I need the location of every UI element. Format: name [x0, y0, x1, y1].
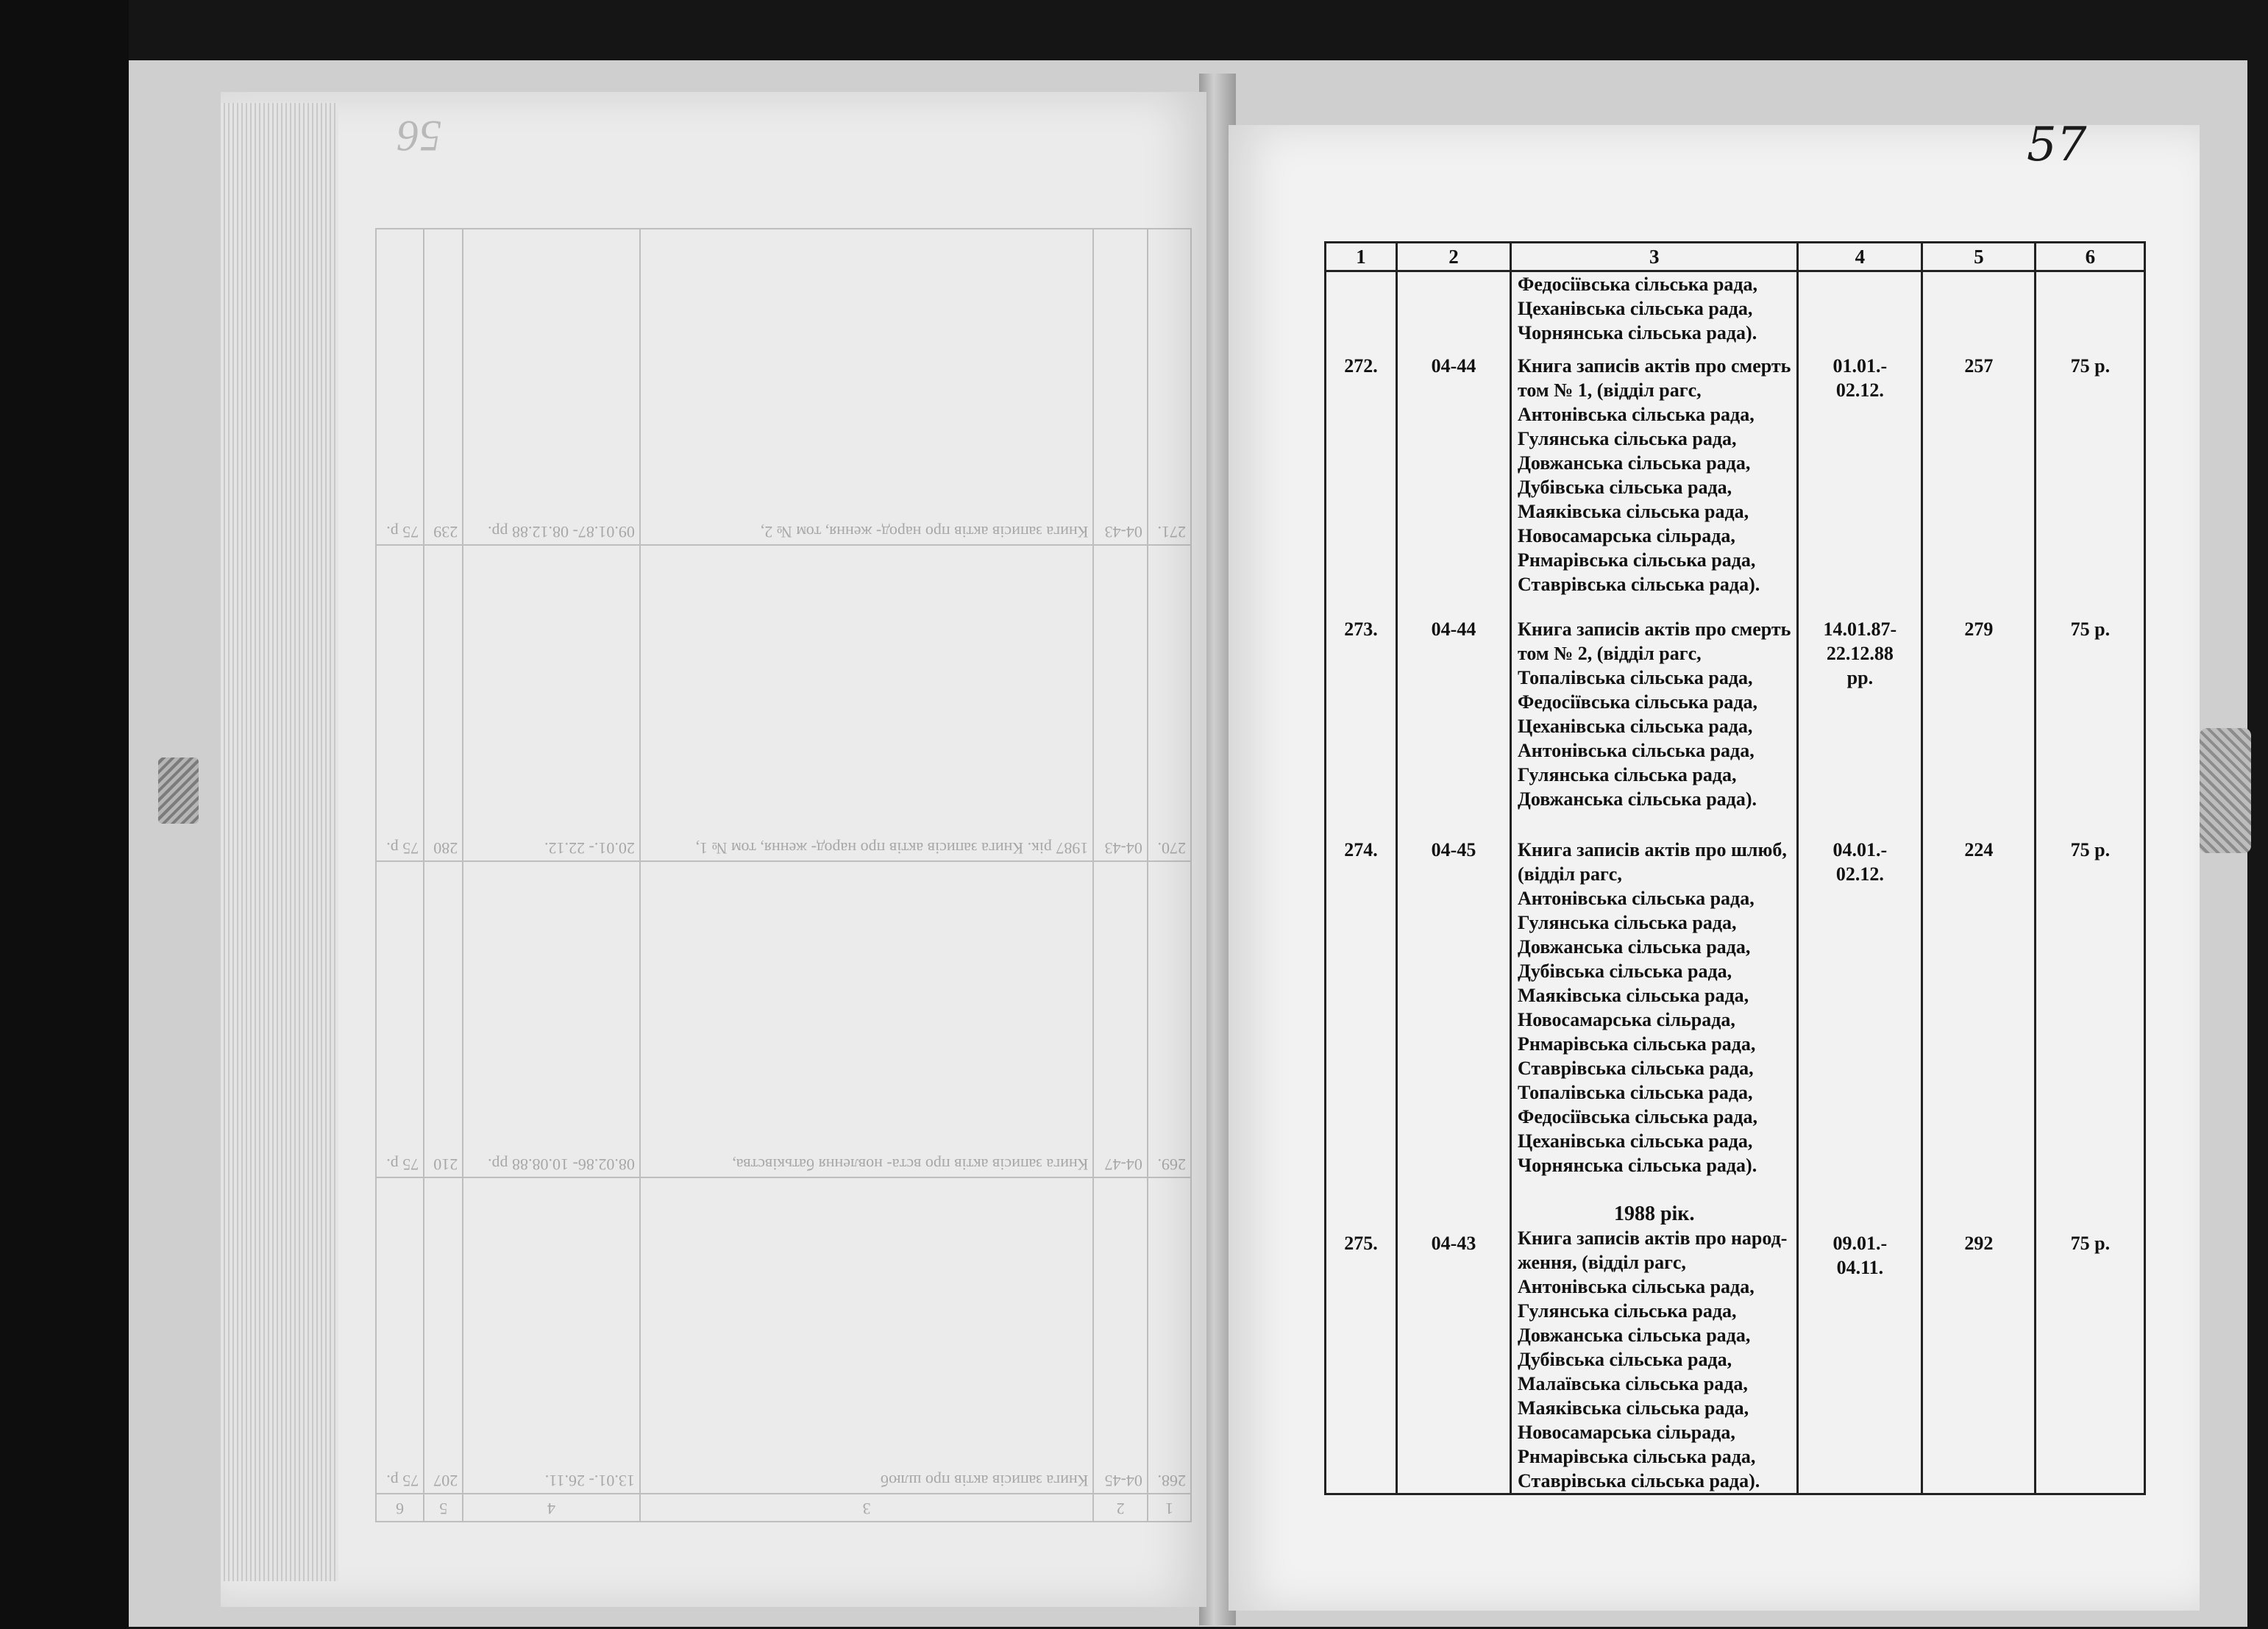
column-header-6: 6 [2036, 243, 2145, 271]
date-lines [1805, 346, 1915, 402]
description-line: том № 1, (відділ рагс, [1518, 379, 1702, 401]
description-line: Книга записів актів про шлюб, [1518, 838, 1787, 860]
row-number [1326, 346, 1397, 610]
date-lines [1805, 830, 1915, 886]
description-line: Чорнянська сільська рада). [1518, 322, 1757, 343]
bleed-sheets: 207 [424, 1177, 463, 1494]
description-line: Цеханівська сільська рада, [1518, 298, 1753, 319]
date-lines [1805, 1202, 1915, 1280]
description-line: Рнмарівська сільська рада, [1518, 1445, 1756, 1467]
bleed-num: 271. [1148, 229, 1191, 545]
description-line: Ставрівська сільська рада). [1518, 573, 1760, 595]
binding-thread [158, 758, 199, 824]
bleed-num: 270. [1148, 545, 1191, 861]
bleed-header: 4 [463, 1494, 640, 1522]
storage-term [2036, 610, 2145, 830]
table-row [1326, 1202, 2145, 1494]
storage-term [2036, 346, 2145, 610]
description-line: Цеханівська сільська рада, [1518, 1130, 1753, 1152]
bleed-header: 5 [424, 1494, 463, 1522]
year-heading: 1988 рік. [1613, 1202, 1695, 1225]
description-line: Антонівська сільська рада, [1518, 403, 1755, 425]
sheet-count-text: 292 [1964, 1232, 1994, 1254]
description-lines [1518, 610, 1791, 811]
left-page-bleed-through [375, 213, 1192, 1522]
storage-term-text: 75 р. [2070, 1232, 2111, 1254]
description-line: Рнмарівська сільська рада, [1518, 549, 1756, 571]
description-line: Новосамарська сільрада, [1518, 1008, 1735, 1030]
sheet-count [1922, 830, 2036, 1202]
fund-code-text: 04-44 [1431, 618, 1476, 640]
description-line: Книга записів актів про смерть [1518, 618, 1791, 640]
storage-term-text: 75 р. [2070, 838, 2111, 860]
description-line: Рнмарівська сільська рада, [1518, 1033, 1756, 1055]
fund-code-text: 04-45 [1431, 838, 1476, 860]
bleed-code: 04-47 [1093, 861, 1148, 1177]
bleed-sheets: 239 [424, 229, 463, 545]
date-lines [1805, 610, 1915, 690]
description [1511, 1202, 1798, 1494]
table-row [1326, 830, 2145, 1202]
description-lines [1518, 272, 1791, 345]
bleed-dates: 09.01.87- 08.12.88 рр. [463, 229, 640, 545]
description-line: Ставрівська сільська рада, [1518, 1057, 1754, 1079]
table-row [1326, 346, 2145, 610]
bleed-header: 6 [376, 1494, 424, 1522]
bleed-sheets: 280 [424, 545, 463, 861]
bleed-row [376, 1177, 1191, 1494]
fund-code-text: 04-44 [1431, 354, 1476, 377]
column-header-5: 5 [1922, 243, 2036, 271]
bleed-num: 268. [1148, 1177, 1191, 1494]
bleed-term: 75 р. [376, 229, 424, 545]
date-line: 02.12. [1835, 379, 1884, 401]
column-header-1: 1 [1326, 243, 1397, 271]
description-lines [1518, 830, 1791, 1177]
row-number-text: 272. [1344, 354, 1378, 377]
page-edges [221, 103, 338, 1581]
fund-code [1397, 271, 1511, 346]
description-line: Маяківська сільська рада, [1518, 500, 1749, 522]
description-line: (відділ рагс, [1518, 863, 1622, 885]
description-line: Довжанська сільська рада). [1518, 788, 1757, 810]
description-line: Маяківська сільська рада, [1518, 1397, 1749, 1419]
register-table [1324, 241, 2146, 1495]
table-row [1326, 610, 2145, 830]
bleed-term: 75 р. [376, 1177, 424, 1494]
description [1511, 271, 1798, 346]
date-line: 22.12.88 [1826, 642, 1894, 664]
description-line: Чорнянська сільська рада). [1518, 1154, 1757, 1176]
row-number [1326, 610, 1397, 830]
date-range [1798, 271, 1922, 346]
left-page-number: 56 [397, 112, 441, 160]
description-line: Дубівська сільська рада, [1518, 476, 1732, 498]
background-left [0, 0, 129, 1629]
description-line: Довжанська сільська рада, [1518, 935, 1751, 958]
row-number [1326, 271, 1397, 346]
description-line: Антонівська сільська рада, [1518, 1275, 1755, 1297]
bleed-dates: 20.01.- 22.12. [463, 545, 640, 861]
storage-term [2036, 830, 2145, 1202]
description-line: Антонівська сільська рада, [1518, 739, 1755, 761]
date-line: 02.12. [1835, 863, 1884, 885]
description-line: Маяківська сільська рада, [1518, 984, 1749, 1006]
row-number-text: 273. [1344, 618, 1378, 640]
date-range [1798, 610, 1922, 830]
date-line: 14.01.87- [1823, 618, 1897, 640]
description-line: том № 2, (відділ рагс, [1518, 642, 1702, 664]
bleed-term: 75 р. [376, 861, 424, 1177]
bleed-code: 04-43 [1093, 545, 1148, 861]
bleed-code: 04-43 [1093, 229, 1148, 545]
bleed-sheets: 210 [424, 861, 463, 1177]
bleed-title: Книга записів актів про вста- новлення батьківства, [640, 861, 1094, 1177]
sheet-count [1922, 610, 2036, 830]
description-line: Довжанська сільська рада, [1518, 1324, 1751, 1346]
date-line: 09.01.- [1832, 1232, 1888, 1254]
description-line: Федосіївська сільська рада, [1518, 1105, 1757, 1127]
bleed-header: 2 [1093, 1494, 1148, 1522]
bleed-title: Книга записів актів про народ- ження, том № 2, [640, 229, 1094, 545]
column-header-3: 3 [1511, 243, 1798, 271]
fund-code-text: 04-43 [1431, 1232, 1476, 1254]
fund-code [1397, 830, 1511, 1202]
description-line: Антонівська сільська рада, [1518, 887, 1755, 909]
description-lines [1518, 1202, 1791, 1493]
page-number: 57 [2027, 118, 2087, 172]
description-line: Дубівська сільська рада, [1518, 960, 1732, 982]
description [1511, 610, 1798, 830]
storage-term-text: 75 р. [2070, 618, 2111, 640]
row-number-text: 274. [1344, 838, 1378, 860]
date-line: 01.01.- [1832, 354, 1888, 377]
description-line: Книга записів актів про смерть [1518, 354, 1791, 377]
bleed-term: 75 р. [376, 545, 424, 861]
fund-code [1397, 1202, 1511, 1494]
date-line: 04.01.- [1832, 838, 1888, 860]
row-number [1326, 830, 1397, 1202]
binding-tab [2200, 728, 2251, 853]
fund-code [1397, 610, 1511, 830]
sheet-count-text: 257 [1964, 354, 1994, 377]
description-line: Дубівська сільська рада, [1518, 1348, 1732, 1370]
date-line: рр. [1846, 666, 1874, 688]
description-line: Федосіївська сільська рада, [1518, 274, 1757, 295]
bleed-dates: 08.02.86- 10.08.88 рр. [463, 861, 640, 1177]
column-header-2: 2 [1397, 243, 1511, 271]
description-line: Гулянська сільська рада, [1518, 911, 1737, 933]
bleed-title: Книга записів актів про шлюб [640, 1177, 1094, 1494]
bleed-header: 3 [640, 1494, 1094, 1522]
description-line: Гулянська сільська рада, [1518, 427, 1737, 449]
bleed-dates: 13.01.- 26.11. [463, 1177, 640, 1494]
storage-term [2036, 1202, 2145, 1494]
description-lines [1518, 346, 1791, 596]
bleed-header: 1 [1148, 1494, 1191, 1522]
description-line: Гулянська сільська рада, [1518, 1300, 1737, 1322]
storage-term [2036, 271, 2145, 346]
description-line: Федосіївська сільська рада, [1518, 691, 1757, 713]
date-range [1798, 830, 1922, 1202]
header-row [1326, 243, 2145, 271]
bleed-title: 1987 рік. Книга записів актів про народ- ження, том № 1, [640, 545, 1094, 861]
description-line: Топалівська сільська рада, [1518, 666, 1753, 688]
date-line: 04.11. [1836, 1256, 1884, 1278]
bleed-table [375, 228, 1192, 1522]
description-line: Новосамарська сільрада, [1518, 1421, 1735, 1443]
fund-code [1397, 346, 1511, 610]
description-line: Гулянська сільська рада, [1518, 763, 1737, 785]
table-row [1326, 271, 2145, 346]
description-line: Малаївська сільська рада, [1518, 1372, 1748, 1394]
description-line: Цеханівська сільська рада, [1518, 715, 1753, 737]
sheet-count [1922, 346, 2036, 610]
description-line: ження, (відділ рагс, [1518, 1251, 1686, 1273]
sheet-count [1922, 1202, 2036, 1494]
description [1511, 346, 1798, 610]
description-line: Ставрівська сільська рада). [1518, 1469, 1760, 1491]
row-number-text: 275. [1344, 1232, 1378, 1254]
bleed-row [376, 229, 1191, 545]
sheet-count [1922, 271, 2036, 346]
sheet-count-text: 279 [1964, 618, 1994, 640]
bleed-row [376, 861, 1191, 1177]
row-number [1326, 1202, 1397, 1494]
description [1511, 830, 1798, 1202]
bleed-code: 04-45 [1093, 1177, 1148, 1494]
description-line: Новосамарська сільрада, [1518, 524, 1735, 546]
description-line: Топалівська сільська рада, [1518, 1081, 1753, 1103]
bleed-row [376, 545, 1191, 861]
date-range [1798, 346, 1922, 610]
column-header-4: 4 [1798, 243, 1922, 271]
date-range [1798, 1202, 1922, 1494]
bleed-num: 269. [1148, 861, 1191, 1177]
storage-term-text: 75 р. [2070, 354, 2111, 377]
description-line: Довжанська сільська рада, [1518, 452, 1751, 474]
sheet-count-text: 224 [1964, 838, 1994, 860]
description-line: Книга записів актів про народ- [1518, 1227, 1788, 1249]
